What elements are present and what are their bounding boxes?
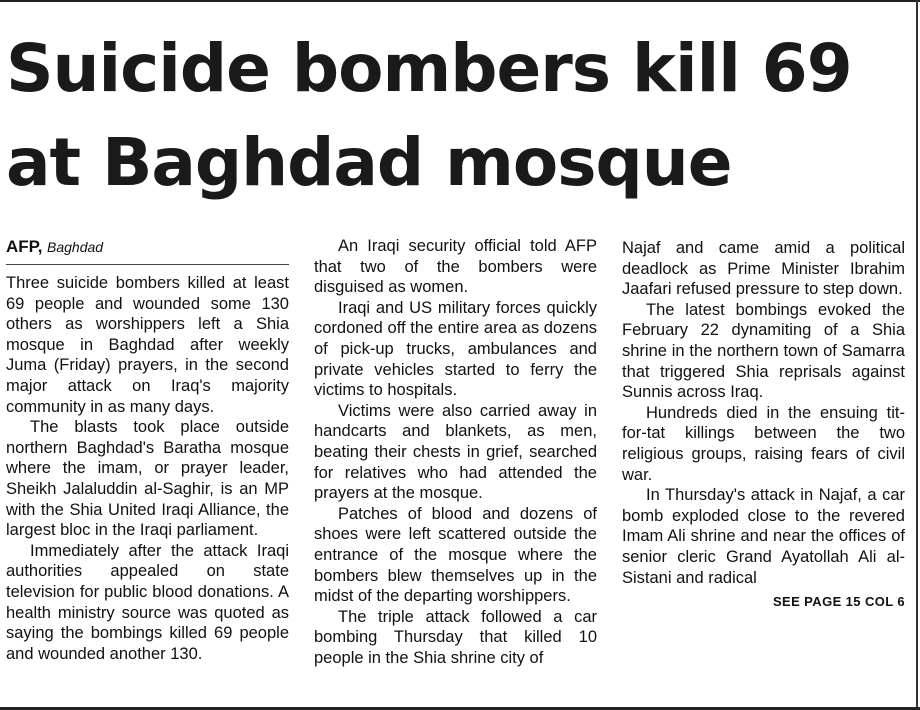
paragraph: Immediately after the attack Iraqi authorities appealed on state television for public blood donations. A health ministry source was quoted as saying the bombings killed 69 people and wounded another 130. <box>6 541 289 663</box>
paragraph: In Thursday's attack in Najaf, a car bomb exploded close to the revered Imam Ali shrine and near the offices of senior cleric Grand Ayatollah Ali al-Sistani and radical <box>622 486 905 587</box>
paragraph: An Iraqi security official told AFP that two of the bombers were disguised as women. <box>314 237 597 297</box>
paragraph: Victims were also carried away in handcarts and blankets, as men, beating their chests in grief, searched for relatives who had attended the prayers at the mosque. <box>314 401 597 503</box>
paragraph: The blasts took place outside northern Baghdad's Baratha mosque where the imam, or prayer leader, Sheikh Jalaluddin al-Saghir, is an MP with the Shia United Iraqi Alliance, the largest bloc in the Iraqi parliament. <box>6 418 289 540</box>
article-column-3 <box>622 238 905 613</box>
paragraph: Iraqi and US military forces quickly cordoned off the entire area as dozens of pick-up trucks, ambulances and private vehicles started to ferry the victims to hospitals. <box>314 298 597 400</box>
headline-line-2: at Baghdad mosque <box>6 124 732 201</box>
right-rule <box>916 0 918 710</box>
paragraph: The latest bombings evoked the February 22 dynamiting of a Shia shrine in the northern town of Samarra that triggered Shia reprisals against Sunnis across Iraq. <box>622 300 905 402</box>
byline-dateline: Baghdad <box>47 239 104 255</box>
headline-line-1: Suicide bombers kill 69 <box>6 30 852 107</box>
headline <box>6 22 906 210</box>
paragraph: Hundreds died in the ensuing tit-for-tat killings between the two religious groups, raising fears of civil war. <box>622 403 905 484</box>
byline-agency: AFP, <box>6 237 43 256</box>
paragraph: Three suicide bombers killed at least 69 people and wounded some 130 others as worshippers left a Shia mosque in Baghdad after weekly Juma (Friday) prayers, in the second major attack on Iraq's majority community in as many days. <box>6 274 289 416</box>
article-column-2 <box>314 236 597 668</box>
byline <box>6 236 289 265</box>
jump-line: SEE PAGE 15 COL 6 <box>772 594 905 610</box>
paragraph: The triple attack followed a car bombing Thursday that killed 10 people in the Shia shrine city of <box>314 607 597 667</box>
article-column-1 <box>6 236 289 664</box>
paragraph: Najaf and came amid a political deadlock as Prime Minister Ibrahim Jaafari refused pressure to step down. <box>622 239 905 299</box>
paragraph: Patches of blood and dozens of shoes were left scattered outside the entrance of the mosque where the bombers blew themselves up in the midst of the departing worshippers. <box>314 504 597 606</box>
top-rule <box>0 0 920 2</box>
